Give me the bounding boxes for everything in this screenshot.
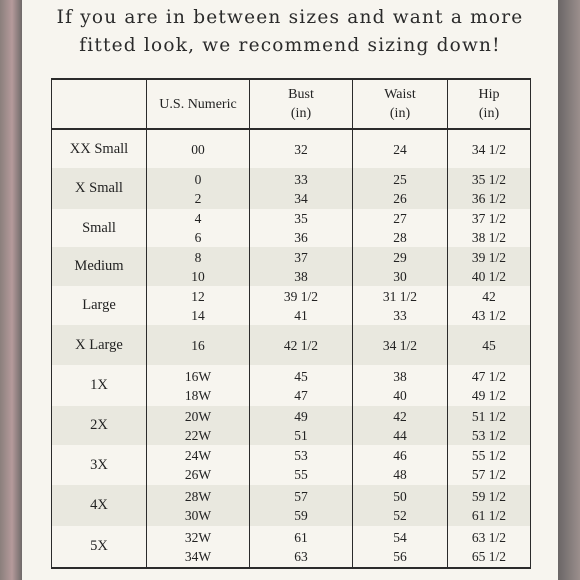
numeric-value: 2 — [194, 190, 202, 206]
waist-cell — [353, 365, 448, 406]
header-hip — [448, 79, 531, 129]
numeric-cell — [147, 526, 250, 568]
size-label-cell: Small — [52, 209, 147, 247]
waist-value: 40 — [393, 387, 407, 403]
waist-cell — [353, 247, 448, 286]
waist-value: 44 — [393, 427, 407, 443]
hip-cell — [448, 485, 531, 526]
bust-cell — [250, 209, 353, 247]
table-row — [52, 168, 531, 209]
size-rows — [52, 129, 531, 568]
bust-value: 36 — [294, 230, 308, 245]
bust-cell — [250, 365, 353, 406]
bust-value: 33 — [294, 171, 308, 187]
size-label-cell: 5X — [52, 526, 147, 568]
waist-value: 52 — [393, 507, 407, 523]
numeric-cell — [147, 445, 250, 485]
numeric-value: 14 — [191, 307, 205, 323]
size-label-cell: 2X — [52, 406, 147, 445]
bust-value: 42 1/2 — [283, 337, 319, 353]
waist-value: 25 — [393, 171, 407, 187]
numeric-cell — [147, 406, 250, 445]
size-chart-table — [51, 78, 531, 569]
waist-cell — [353, 445, 448, 485]
header-hip-label: Hip — [478, 87, 500, 102]
waist-value: 26 — [393, 190, 407, 206]
numeric-value: 26W — [184, 467, 212, 482]
waist-value: 24 — [393, 141, 407, 157]
bust-cell — [250, 406, 353, 445]
numeric-value: 6 — [194, 230, 202, 245]
table-row — [52, 526, 531, 568]
table-row — [52, 247, 531, 286]
bust-value: 47 — [294, 387, 308, 403]
size-label-cell: X Small — [52, 168, 147, 209]
bust-value: 32 — [294, 141, 308, 157]
bust-value: 35 — [294, 211, 308, 226]
waist-cell — [353, 129, 448, 168]
numeric-value: 12 — [191, 288, 205, 304]
hip-value: 51 1/2 — [471, 408, 507, 424]
hip-cell — [448, 445, 531, 485]
hip-cell — [448, 129, 531, 168]
waist-value: 38 — [393, 368, 407, 384]
numeric-value: 24W — [184, 448, 212, 463]
waist-value: 30 — [393, 268, 407, 284]
numeric-value: 8 — [194, 249, 202, 265]
table-row — [52, 286, 531, 325]
numeric-cell — [147, 365, 250, 406]
waist-cell — [353, 526, 448, 568]
sizing-advice-line-1: If you are in between sizes and want a more — [56, 7, 524, 28]
hip-cell — [448, 168, 531, 209]
numeric-value: 4 — [194, 211, 202, 226]
waist-cell — [353, 406, 448, 445]
bust-cell — [250, 286, 353, 325]
header-waist-label: Waist — [384, 87, 416, 102]
numeric-value: 10 — [191, 268, 205, 284]
waist-value: 29 — [393, 249, 407, 265]
header-bust — [250, 79, 353, 129]
table-row — [52, 485, 531, 526]
numeric-value: 18W — [184, 387, 212, 403]
waist-cell — [353, 286, 448, 325]
waist-value: 27 — [393, 211, 407, 226]
hip-value: 57 1/2 — [471, 467, 507, 482]
table-header-row — [52, 79, 531, 129]
table-row — [52, 445, 531, 485]
table-row — [52, 406, 531, 445]
hip-value: 61 1/2 — [471, 507, 507, 523]
waist-value: 33 — [393, 307, 407, 323]
numeric-value: 16W — [184, 368, 212, 384]
hip-value: 40 1/2 — [471, 268, 507, 284]
numeric-cell — [147, 286, 250, 325]
bust-value: 53 — [294, 448, 308, 463]
numeric-value: 32W — [184, 529, 212, 545]
size-label-cell: Medium — [52, 247, 147, 286]
bust-value: 41 — [294, 307, 308, 323]
numeric-cell — [147, 485, 250, 526]
bust-cell — [250, 445, 353, 485]
table-row — [52, 365, 531, 406]
numeric-value: 00 — [191, 141, 205, 157]
numeric-value: 30W — [184, 507, 212, 523]
table-row — [52, 209, 531, 247]
bust-value: 49 — [294, 408, 308, 424]
sizing-advice-line-2: fitted look, we recommend sizing down! — [79, 35, 501, 56]
hip-value: 45 — [482, 337, 496, 353]
numeric-value: 34W — [184, 548, 212, 564]
hip-value: 43 1/2 — [471, 307, 507, 323]
bust-value: 61 — [294, 529, 308, 545]
bust-value: 55 — [294, 467, 308, 482]
hip-cell — [448, 526, 531, 568]
hip-value: 34 1/2 — [471, 141, 507, 157]
hip-cell — [448, 209, 531, 247]
hip-value: 36 1/2 — [471, 190, 507, 206]
numeric-value: 28W — [184, 488, 212, 504]
size-label-cell: 1X — [52, 365, 147, 406]
bust-cell — [250, 325, 353, 365]
hip-value: 38 1/2 — [471, 230, 507, 245]
hip-value: 47 1/2 — [471, 368, 507, 384]
hip-cell — [448, 365, 531, 406]
bust-value: 39 1/2 — [283, 288, 319, 304]
waist-value: 50 — [393, 488, 407, 504]
hip-value: 35 1/2 — [471, 171, 507, 187]
header-size — [52, 79, 147, 129]
waist-value: 31 1/2 — [382, 288, 418, 304]
sizing-advice-heading — [0, 4, 580, 60]
hip-value: 37 1/2 — [471, 211, 507, 226]
header-bust-unit: (in) — [290, 106, 312, 121]
header-bust-label: Bust — [288, 87, 314, 102]
waist-cell — [353, 168, 448, 209]
bust-cell — [250, 247, 353, 286]
waist-value: 54 — [393, 529, 407, 545]
bust-value: 34 — [294, 190, 308, 206]
waist-cell — [353, 325, 448, 365]
bust-cell — [250, 168, 353, 209]
waist-value: 28 — [393, 230, 407, 245]
numeric-cell — [147, 247, 250, 286]
size-label-cell: 3X — [52, 445, 147, 485]
waist-value: 46 — [393, 448, 407, 463]
size-label-cell: Large — [52, 286, 147, 325]
bust-value: 59 — [294, 507, 308, 523]
hip-cell — [448, 286, 531, 325]
bust-value: 38 — [294, 268, 308, 284]
bust-cell — [250, 526, 353, 568]
hip-value: 65 1/2 — [471, 548, 507, 564]
hip-value: 39 1/2 — [471, 249, 507, 265]
hip-value: 59 1/2 — [471, 488, 507, 504]
size-label-cell: XX Small — [52, 129, 147, 168]
header-waist-unit: (in) — [389, 106, 411, 121]
numeric-cell — [147, 209, 250, 247]
bust-cell — [250, 485, 353, 526]
table-row — [52, 325, 531, 365]
hip-cell — [448, 325, 531, 365]
hip-value: 49 1/2 — [471, 387, 507, 403]
size-label-cell: X Large — [52, 325, 147, 365]
header-hip-unit: (in) — [478, 106, 500, 121]
waist-cell — [353, 209, 448, 247]
waist-value: 48 — [393, 467, 407, 482]
header-us-numeric — [147, 79, 250, 129]
numeric-value: 20W — [184, 408, 212, 424]
bust-cell — [250, 129, 353, 168]
hip-cell — [448, 406, 531, 445]
waist-cell — [353, 485, 448, 526]
bust-value: 51 — [294, 427, 308, 443]
hip-value: 55 1/2 — [471, 448, 507, 463]
numeric-value: 22W — [184, 427, 212, 443]
header-waist — [353, 79, 448, 129]
numeric-cell — [147, 129, 250, 168]
bust-value: 63 — [294, 548, 308, 564]
hip-value: 53 1/2 — [471, 427, 507, 443]
bust-value: 45 — [294, 368, 308, 384]
size-label-cell: 4X — [52, 485, 147, 526]
hip-cell — [448, 247, 531, 286]
bust-value: 57 — [294, 488, 308, 504]
waist-value: 34 1/2 — [382, 337, 418, 353]
hip-value: 42 — [482, 288, 496, 304]
table-row — [52, 129, 531, 168]
waist-value: 56 — [393, 548, 407, 564]
numeric-value: 16 — [191, 337, 205, 353]
numeric-cell — [147, 168, 250, 209]
waist-value: 42 — [393, 408, 407, 424]
numeric-cell — [147, 325, 250, 365]
header-us-numeric-label: U.S. Numeric — [159, 96, 237, 112]
bust-value: 37 — [294, 249, 308, 265]
hip-value: 63 1/2 — [471, 529, 507, 545]
numeric-value: 0 — [194, 171, 202, 187]
